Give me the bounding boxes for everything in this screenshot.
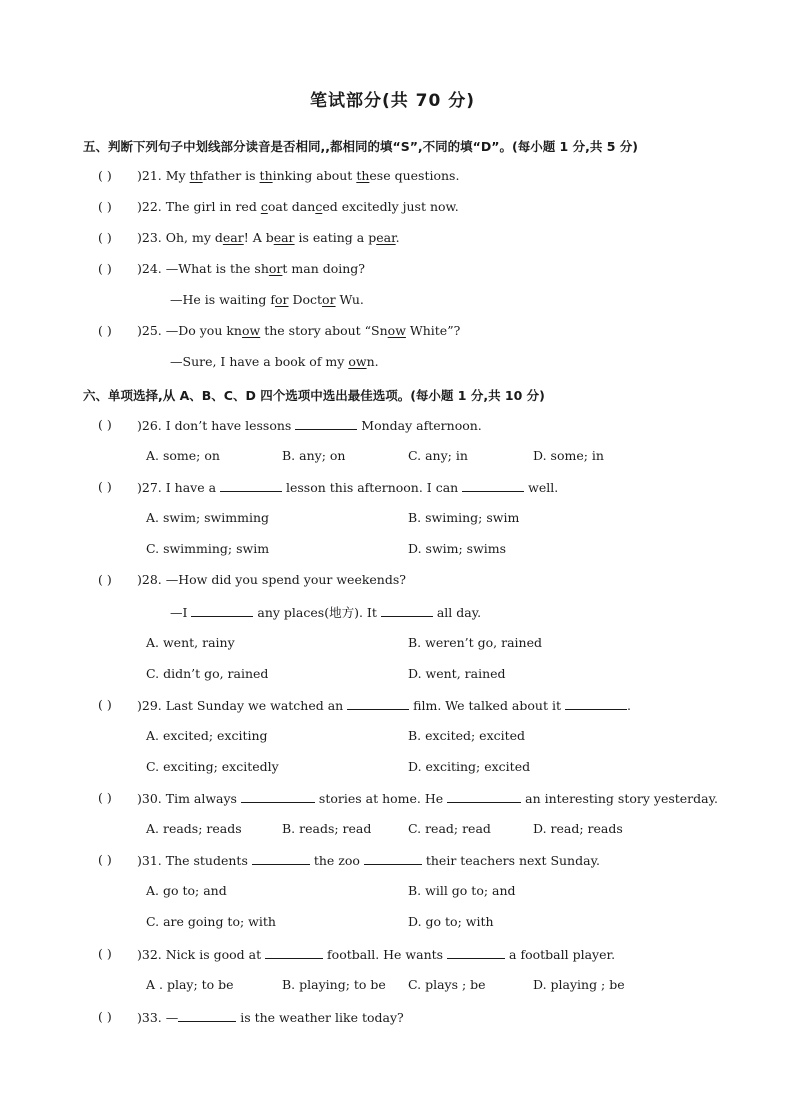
option-29-b[interactable]: B. excited; excited — [408, 728, 526, 743]
answer-paren-25[interactable]: ( ) — [98, 323, 112, 338]
answer-blank — [241, 790, 315, 803]
option-26-b[interactable]: B. any; on — [282, 448, 346, 463]
answer-paren-28[interactable]: ( ) — [98, 572, 112, 587]
option-26-a[interactable]: A. some; on — [146, 448, 220, 463]
answer-blank — [447, 946, 505, 959]
option-29-a[interactable]: A. excited; exciting — [146, 728, 268, 743]
option-32-a[interactable]: A . play; to be — [146, 977, 234, 992]
answer-paren-27[interactable]: ( ) — [98, 479, 112, 494]
option-31-c[interactable]: C. are going to; with — [146, 914, 276, 929]
option-31-a[interactable]: A. go to; and — [146, 883, 227, 898]
question-25-reply: —Sure, I have a book of my own. — [170, 354, 379, 369]
answer-paren-30[interactable]: ( ) — [98, 790, 112, 805]
option-31-b[interactable]: B. will go to; and — [408, 883, 516, 898]
answer-blank — [252, 852, 310, 865]
question-24-reply: —He is waiting for Doctor Wu. — [170, 292, 364, 307]
question-28: )28. —How did you spend your weekends? — [137, 572, 406, 587]
question-25: )25. —Do you know the story about “Snow White”? — [137, 323, 461, 338]
answer-blank — [295, 417, 357, 430]
question-29: )29. Last Sunday we watched an film. We talked about it . — [137, 698, 631, 713]
option-27-b[interactable]: B. swiming; swim — [408, 510, 520, 525]
answer-blank — [265, 946, 323, 959]
answer-paren-31[interactable]: ( ) — [98, 852, 112, 867]
option-27-a[interactable]: A. swim; swimming — [146, 510, 269, 525]
answer-paren-29[interactable]: ( ) — [98, 697, 112, 712]
answer-paren-22[interactable]: ( ) — [98, 199, 112, 214]
answer-blank — [565, 697, 627, 710]
answer-paren-32[interactable]: ( ) — [98, 946, 112, 961]
answer-blank — [381, 604, 433, 617]
section-5-heading: 五、判断下列句子中划线部分读音是否相同,,都相同的填“S”,不同的填“D”。(每小题 1 分,共 5 分) — [83, 139, 638, 154]
option-30-a[interactable]: A. reads; reads — [146, 821, 242, 836]
option-27-c[interactable]: C. swimming; swim — [146, 541, 270, 556]
question-21: )21. My thfather is thinking about these questions. — [137, 168, 460, 183]
question-24: )24. —What is the short man doing? — [137, 261, 365, 276]
option-28-a[interactable]: A. went, rainy — [146, 635, 235, 650]
option-28-c[interactable]: C. didn’t go, rained — [146, 666, 269, 681]
question-27: )27. I have a lesson this afternoon. I can well. — [137, 480, 559, 495]
option-31-d[interactable]: D. go to; with — [408, 914, 494, 929]
question-31: )31. The students the zoo their teachers next Sunday. — [137, 853, 600, 868]
answer-paren-23[interactable]: ( ) — [98, 230, 112, 245]
option-30-b[interactable]: B. reads; read — [282, 821, 372, 836]
option-26-c[interactable]: C. any; in — [408, 448, 468, 463]
answer-paren-33[interactable]: ( ) — [98, 1009, 112, 1024]
option-30-c[interactable]: C. read; read — [408, 821, 491, 836]
question-32: )32. Nick is good at football. He wants a football player. — [137, 947, 616, 962]
question-28-reply: —I any places(地方). It all day. — [170, 605, 482, 620]
option-28-b[interactable]: B. weren’t go, rained — [408, 635, 542, 650]
answer-blank — [447, 790, 521, 803]
option-26-d[interactable]: D. some; in — [533, 448, 604, 463]
option-29-c[interactable]: C. exciting; excitedly — [146, 759, 279, 774]
answer-paren-24[interactable]: ( ) — [98, 261, 112, 276]
page-title: 笔试部分(共 70 分) — [309, 91, 476, 111]
question-33: )33. — is the weather like today? — [137, 1010, 404, 1025]
answer-blank — [462, 479, 524, 492]
section-6-heading: 六、单项选择,从 A、B、C、D 四个选项中选出最佳选项。(每小题 1 分,共 10 分) — [83, 388, 545, 403]
answer-paren-26[interactable]: ( ) — [98, 417, 112, 432]
option-32-c[interactable]: C. plays ; be — [408, 977, 486, 992]
question-26: )26. I don’t have lessons Monday afternoon. — [137, 418, 482, 433]
option-27-d[interactable]: D. swim; swims — [408, 541, 507, 556]
option-32-b[interactable]: B. playing; to be — [282, 977, 386, 992]
answer-blank — [347, 697, 409, 710]
answer-blank — [178, 1009, 236, 1022]
question-22: )22. The girl in red coat danced excitedly just now. — [137, 199, 459, 214]
answer-paren-21[interactable]: ( ) — [98, 168, 112, 183]
option-28-d[interactable]: D. went, rained — [408, 666, 506, 681]
question-23: )23. Oh, my dear! A bear is eating a pear. — [137, 230, 400, 245]
answer-blank — [191, 604, 253, 617]
option-29-d[interactable]: D. exciting; excited — [408, 759, 531, 774]
answer-blank — [364, 852, 422, 865]
answer-blank — [220, 479, 282, 492]
option-32-d[interactable]: D. playing ; be — [533, 977, 625, 992]
question-30: )30. Tim always stories at home. He an interesting story yesterday. — [137, 791, 718, 806]
option-30-d[interactable]: D. read; reads — [533, 821, 623, 836]
